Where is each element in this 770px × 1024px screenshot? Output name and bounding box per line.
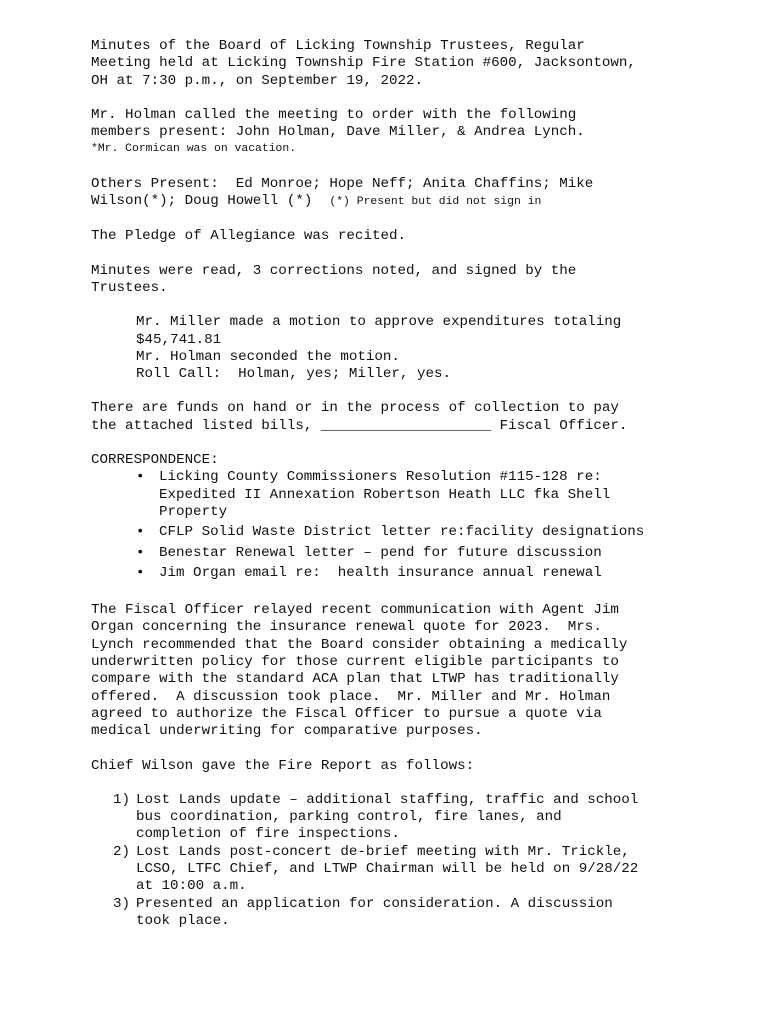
insurance-line: medical underwriting for comparative purposes. <box>91 723 483 740</box>
header-line: OH at 7:30 p.m., on September 19, 2022. <box>91 72 424 89</box>
insurance-line: offered. A discussion took place. Mr. Miller and Mr. Holman <box>91 688 611 705</box>
list-item-line: Presented an application for consideration. A discussion <box>136 895 613 912</box>
motion-amount: $45,741.81 <box>136 331 222 348</box>
list-item-line: Lost Lands post-concert de-brief meeting with Mr. Trickle, <box>136 843 630 860</box>
call-to-order-line: Mr. Holman called the meeting to order with the following <box>91 106 577 123</box>
others-present-line <box>91 193 751 211</box>
bullet-icon: • <box>136 544 145 561</box>
insurance-line: Organ concerning the insurance renewal quote for 2023. Mrs. <box>91 619 602 636</box>
item-number: 2) <box>113 843 131 860</box>
list-item-line: Benestar Renewal letter – pend for future discussion <box>159 544 602 561</box>
sign-in-note: (*) Present but did not sign in <box>329 196 542 209</box>
vacation-note: *Mr. Cormican was on vacation. <box>91 143 297 156</box>
insurance-line: underwritten policy for those current eligible participants to <box>91 654 619 671</box>
list-item-line: LCSO, LTFC Chief, and LTWP Chairman will be held on 9/28/22 <box>136 860 639 877</box>
insurance-line: The Fiscal Officer relayed recent communication with Agent Jim <box>91 602 619 619</box>
minutes-line: Trustees. <box>91 279 168 296</box>
list-item-line: Jim Organ email re: health insurance annual renewal <box>159 564 602 581</box>
list-item <box>136 469 751 521</box>
bullet-icon: • <box>136 524 145 541</box>
fire-report-list <box>91 792 751 930</box>
list-item-line: at 10:00 a.m. <box>136 878 247 895</box>
list-item <box>113 792 751 844</box>
list-item-line: Lost Lands update – additional staffing, traffic and school <box>136 791 639 808</box>
header-line: Meeting held at Licking Township Fire Station #600, Jacksontown, <box>91 55 636 72</box>
list-item <box>136 524 751 541</box>
bullet-icon: • <box>136 564 145 581</box>
list-item-line: bus coordination, parking control, fire lanes, and <box>136 809 562 826</box>
list-item <box>136 545 751 562</box>
list-item-line: completion of fire inspections. <box>136 826 400 843</box>
minutes-document <box>91 38 751 930</box>
list-item-line: Expedited II Annexation Robertson Heath LLC fka Shell <box>159 486 611 503</box>
minutes-line: Minutes were read, 3 corrections noted, and signed by the <box>91 262 577 279</box>
correspondence-heading: CORRESPONDENCE: <box>91 452 219 469</box>
others-present-names: Wilson(*); Doug Howell (*) <box>91 193 330 210</box>
call-to-order-line: members present: John Holman, Dave Miller, & Andrea Lynch. <box>91 124 585 141</box>
insurance-line: Lynch recommended that the Board consider obtaining a medically <box>91 636 628 653</box>
pledge-line: The Pledge of Allegiance was recited. <box>91 228 407 245</box>
fire-report-intro: Chief Wilson gave the Fire Report as follows: <box>91 757 475 774</box>
header-line: Minutes of the Board of Licking Township Trustees, Regular <box>91 38 585 54</box>
list-item <box>136 565 751 582</box>
correspondence-list <box>91 469 751 582</box>
funds-line: There are funds on hand or in the process of collection to pay <box>91 400 619 417</box>
list-item <box>113 896 751 931</box>
list-item-line: Property <box>159 503 228 520</box>
motion-line: Mr. Miller made a motion to approve expenditures totaling <box>136 314 622 331</box>
roll-call-line: Roll Call: Holman, yes; Miller, yes. <box>136 366 452 383</box>
insurance-line: agreed to authorize the Fiscal Officer to pursue a quote via <box>91 705 602 722</box>
list-item-line: Licking County Commissioners Resolution #115-128 re: <box>159 469 602 486</box>
others-present-line: Others Present: Ed Monroe; Hope Neff; Anita Chaffins; Mike <box>91 175 594 192</box>
list-item <box>113 844 751 896</box>
motion-line: Mr. Holman seconded the motion. <box>136 348 400 365</box>
item-number: 1) <box>113 791 131 808</box>
funds-signature-line: the attached listed bills, ____________________ Fiscal Officer. <box>91 417 628 434</box>
list-item-line: took place. <box>136 912 230 929</box>
motion-block <box>91 314 751 383</box>
list-item-line: CFLP Solid Waste District letter re:facility designations <box>159 524 645 541</box>
bullet-icon: • <box>136 469 145 486</box>
item-number: 3) <box>113 895 131 912</box>
insurance-line: compare with the standard ACA plan that LTWP has traditionally <box>91 671 619 688</box>
